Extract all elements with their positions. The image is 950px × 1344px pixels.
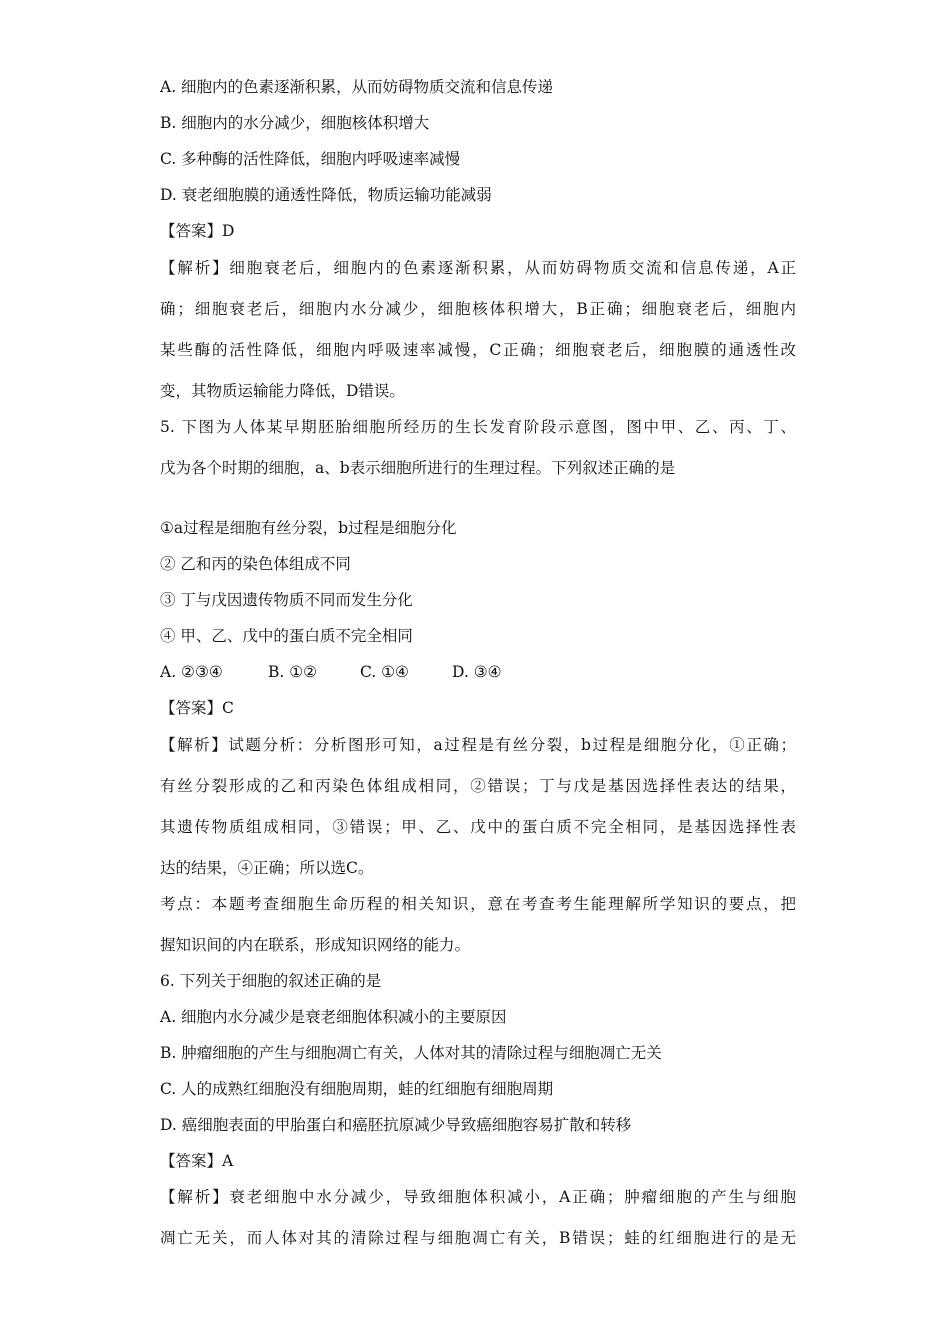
q6-stem: 6. 下列关于细胞的叙述正确的是 [160,972,382,990]
q5-statement-3: ③ 丁与戊因遗传物质不同而发生分化 [160,591,413,609]
q5-stem-line: 戊为各个时期的细胞，a、b表示细胞所进行的生理过程。下列叙述正确的是 [160,459,676,477]
q4-option-b: B. 细胞内的水分减少，细胞核体积增大 [160,114,430,132]
q4-option-d: D. 衰老细胞膜的通透性降低，物质运输功能减弱 [160,186,492,204]
q5-choice-d: D. ③④ [452,663,502,681]
q5-statement-2: ② 乙和丙的染色体组成不同 [160,555,351,573]
q4-answer: 【答案】D [160,222,235,240]
q5-stem-line: 5. 下图为人体某早期胚胎细胞所经历的生长发育阶段示意图，图中甲、乙、丙、丁、 [160,418,796,436]
q6-analysis-line: 【解析】衰老细胞中水分减少，导致细胞体积减小，A正确；肿瘤细胞的产生与细胞 [160,1188,796,1206]
q5-analysis-line: 达的结果，④正确；所以选C。 [160,859,374,877]
q5-kaodian-line: 握知识间的内在联系，形成知识网络的能力。 [160,936,471,954]
q6-option-a: A. 细胞内水分减少是衰老细胞体积减小的主要原因 [160,1008,507,1026]
q4-analysis-line: 变，其物质运输能力降低，D错误。 [160,382,405,400]
q5-choice-a: A. ②③④ [160,663,223,681]
q5-statement-1: ①a过程是细胞有丝分裂，b过程是细胞分化 [160,519,457,537]
q5-answer: 【答案】C [160,699,234,717]
q4-analysis-line: 确；细胞衰老后，细胞内水分减少，细胞核体积增大，B正确；细胞衰老后，细胞内 [160,300,796,318]
q4-option-a: A. 细胞内的色素逐渐积累，从而妨碍物质交流和信息传递 [160,78,554,96]
q5-analysis-line: 其遗传物质组成相同，③错误；甲、乙、戊中的蛋白质不完全相同，是基因选择性表 [160,818,796,836]
q5-analysis-line: 有丝分裂形成的乙和丙染色体组成相同，②错误；丁与戊是基因选择性表达的结果， [160,777,796,795]
q5-choice-b: B. ①② [268,663,318,681]
q5-analysis-line: 【解析】试题分析：分析图形可知，a过程是有丝分裂，b过程是细胞分化，①正确； [160,736,796,754]
q4-analysis-line: 某些酶的活性降低，细胞内呼吸速率减慢，C正确；细胞衰老后，细胞膜的通透性改 [160,341,796,359]
q5-choice-c: C. ①④ [360,663,409,681]
q6-answer: 【答案】A [160,1152,234,1170]
q5-statement-4: ④ 甲、乙、戊中的蛋白质不完全相同 [160,627,413,645]
q6-analysis-line: 凋亡无关，而人体对其的清除过程与细胞凋亡有关，B错误；蛙的红细胞进行的是无 [160,1229,796,1247]
q5-choices [160,662,502,682]
q5-kaodian-line: 考点：本题考查细胞生命历程的相关知识，意在考查考生能理解所学知识的要点，把 [160,895,796,913]
q4-option-c: C. 多种酶的活性降低，细胞内呼吸速率减慢 [160,150,461,168]
q6-option-d: D. 癌细胞表面的甲胎蛋白和癌胚抗原减少导致癌细胞容易扩散和转移 [160,1116,632,1134]
q6-option-b: B. 肿瘤细胞的产生与细胞凋亡有关，人体对其的清除过程与细胞凋亡无关 [160,1044,662,1062]
q4-analysis-line: 【解析】细胞衰老后，细胞内的色素逐渐积累，从而妨碍物质交流和信息传递，A正 [160,259,796,277]
q6-option-c: C. 人的成熟红细胞没有细胞周期，蛙的红细胞有细胞周期 [160,1080,554,1098]
